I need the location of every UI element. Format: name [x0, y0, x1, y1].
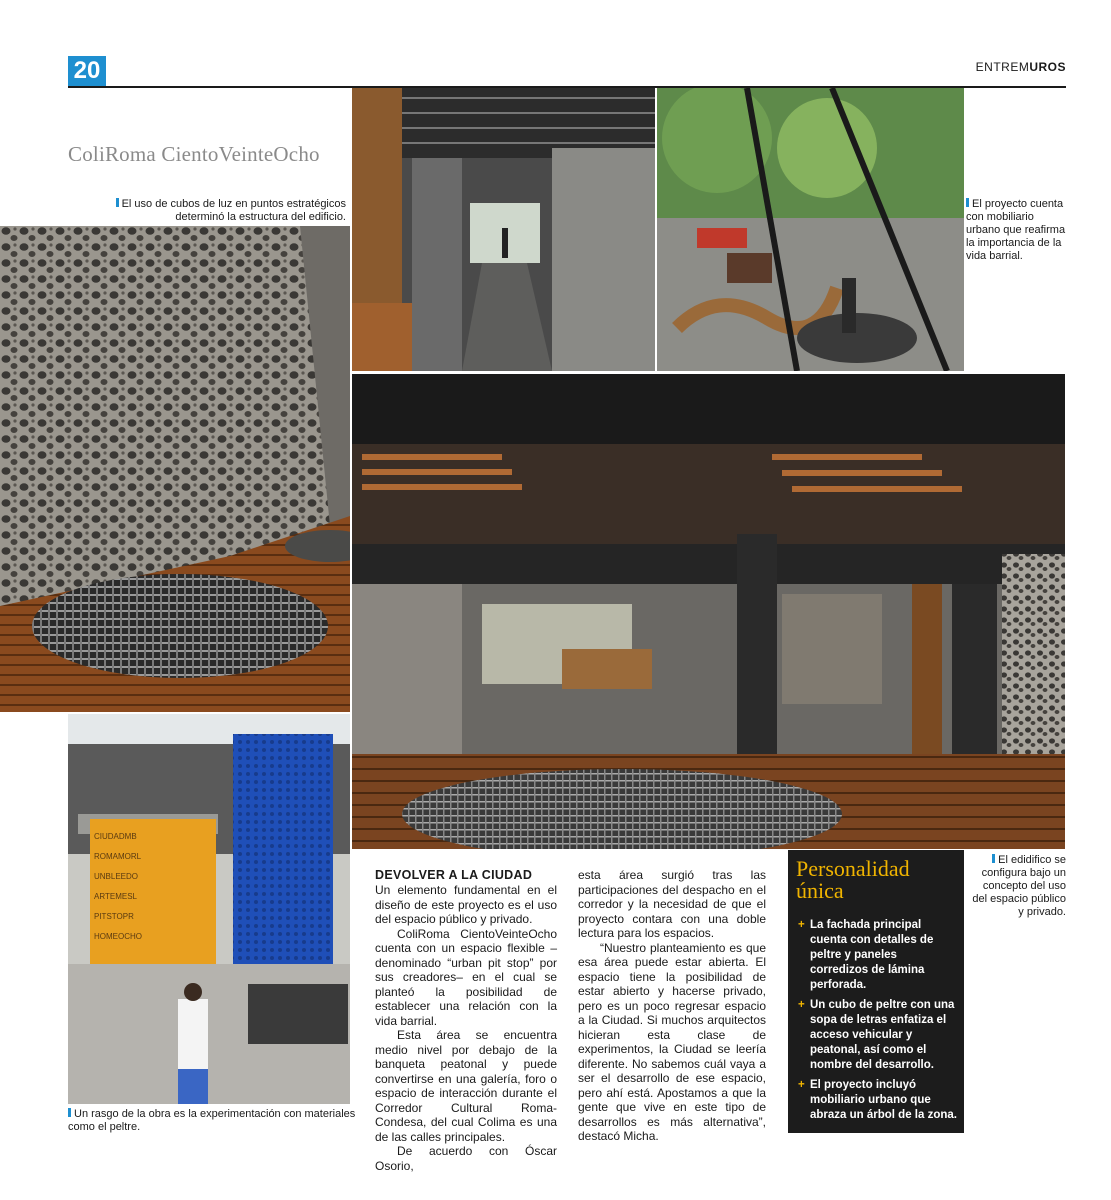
list-item: + El proyecto incluyó mobiliario urbano que abraza un árbol de la zona.	[798, 1079, 957, 1121]
svg-text:UNBLEEDO: UNBLEEDO	[94, 872, 139, 881]
photo-street-view	[657, 88, 964, 371]
page-number: 20	[68, 56, 106, 86]
plus-icon: +	[798, 1079, 805, 1091]
svg-text:ARTEMESL: ARTEMESL	[94, 892, 137, 901]
list-item: + Un cubo de peltre con una sopa de letras enfatiza el acceso vehicular y peatonal, así como el nombre del desarrollo.	[798, 999, 955, 1071]
photo-facade	[68, 714, 350, 1104]
caption-marker	[966, 198, 969, 207]
list-item: + La fachada principal cuenta con detalles de peltre y paneles corredizos de lámina perforada.	[798, 919, 934, 991]
article-title: ColiRoma CientoVeinteOcho	[68, 142, 320, 166]
caption-light-cubes: El uso de cubos de luz en puntos estratégicos determinó la estructura del edificio.	[110, 198, 346, 224]
article-column-2	[578, 868, 766, 1144]
sidebar-box	[788, 850, 964, 1133]
caption-marker	[116, 198, 119, 207]
photo-main-interior	[352, 374, 1065, 849]
caption-marker	[992, 854, 995, 863]
paragraph: “Nuestro planteamiento es que esa área puede estar abierta. El espacio tiene la posibilidad de estar abierto y hacerse privado, pero es un poco regresar espacio a la Ciudad. Si muchos arquitectos hicieran esta clase de experimentos, la Ciudad se leería diferente. No sabemos cuál vaya a ser el desarrollo de ese espacio, pero ahí está. Apostamos a que la gente que vive en este tipo de desarrollos es más alternativa”, destacó Micha.	[578, 940, 766, 1143]
sidebar-list	[798, 918, 958, 1128]
photo-interior-corridor	[352, 88, 655, 371]
brand-part-1: ENTREM	[975, 60, 1030, 74]
caption-urban-furniture: El proyecto cuenta con mobiliario urbano que reafirma la importancia de la vida barrial.	[966, 198, 1066, 262]
caption-marker	[68, 1108, 71, 1117]
svg-text:CIUDADMB: CIUDADMB	[94, 832, 137, 841]
paragraph: esta área surgió tras las participaciones del despacho en el corredor y la necesidad de que el proyecto contara con una doble lectura para los espacios.	[578, 868, 766, 940]
paragraph: ColiRoma CientoVeinteOcho cuenta con un espacio flexible –denominado “urban pit stop” por sus creadores– en el cual se planteó la posibilidad de establecer una relación con la vida barrial.	[375, 926, 557, 1028]
paragraph: De acuerdo con Óscar Osorio,	[375, 1144, 557, 1173]
article-column-1	[375, 868, 557, 1173]
svg-text:ROMAMORL: ROMAMORL	[94, 852, 142, 861]
brand-part-2: UROS	[1029, 60, 1066, 74]
plus-icon: +	[798, 999, 805, 1011]
photo-perforated-wall	[0, 226, 350, 712]
paragraph: Esta área se encuentra medio nivel por debajo de la banqueta peatonal y puede convertirse en una galería, foro o espacio de interacción durante el Corredor Cultural Roma-Condesa, del cual Colima es una de las calles principales.	[375, 1028, 557, 1144]
section-heading: DEVOLVER A LA CIUDAD	[375, 868, 533, 882]
svg-text:PITSTOPR: PITSTOPR	[94, 912, 134, 921]
plus-icon: +	[798, 919, 805, 931]
sidebar-heading: Personalidad única	[796, 856, 910, 903]
caption-peltre-materials: Un rasgo de la obra es la experimentación con materiales como el peltre.	[68, 1108, 356, 1133]
paragraph: Un elemento fundamental en el diseño de este proyecto es el uso del espacio público y privado.	[375, 883, 557, 926]
caption-public-private: El edidifico se configura bajo un concepto del uso del espacio público y privado.	[972, 854, 1066, 918]
svg-text:HOMEOCHO: HOMEOCHO	[94, 932, 142, 941]
magazine-brand	[976, 60, 1066, 74]
